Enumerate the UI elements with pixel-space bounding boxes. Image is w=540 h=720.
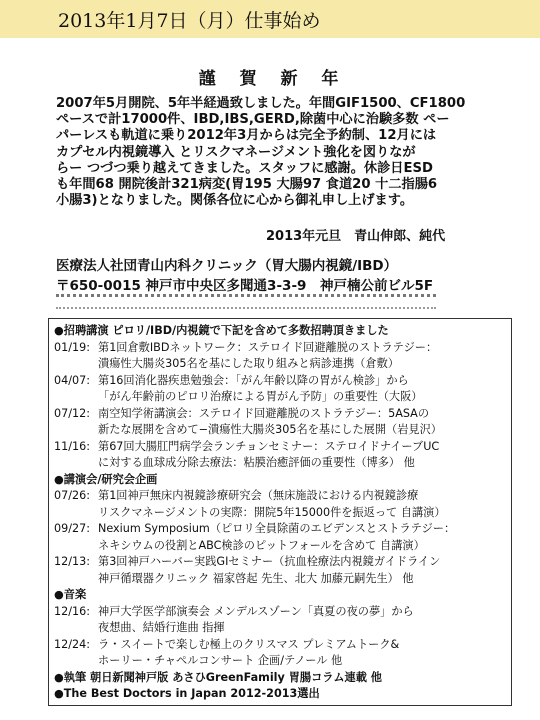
activity-item [54, 422, 508, 439]
item-text-continued: 新たな展開を含めて−潰瘍性大腸炎305名を基にした展開（岩見沢） [98, 423, 442, 436]
message-line: 2007年5月開院、5年半経過致しました。年間GIF1500、CF1800 [56, 96, 466, 111]
section-heading [54, 587, 508, 604]
message-line: カプセル内視鏡導入 とリスクマネージメント強化を図りなが [56, 144, 416, 160]
item-date: 12/24: [54, 637, 91, 651]
message-line: 小腸3)となりました。関係各位に心から御礼申し上げます。 [56, 193, 414, 209]
activity-item [54, 340, 508, 357]
item-text: 第1回倉敷IBDネットワーク：ステロイド回避離脱のストラテジー： [98, 340, 438, 354]
item-text: 第67回大腸肛門病学会ランチョンセミナー：ステロイドナイーブUC [98, 439, 440, 453]
item-text: 南空知学術講演会：ステロイド回避離脱のストラテジー：5ASAの [98, 406, 430, 420]
message-line: も年間68 開院後計321病変(胃195 大腸97 食道20 十二指腸6 [56, 177, 438, 193]
activity-item [54, 538, 508, 555]
heading-text: ●招聘講演 ピロリ/IBD/内視鏡で下記を含めて多数招聘頂きました [54, 324, 389, 337]
clinic-address: 〒650-0015 神戸市中央区多聞通3-3-9 神戸楠公前ビル5F [56, 278, 434, 294]
activity-list [54, 323, 508, 703]
message-line: らー つづつ乗り越えてきました。スタッフに感謝。休診日ESD [56, 160, 433, 176]
item-text: 神戸大学医学部演奏会 メンデルスゾーン「真夏の夜の夢」から [98, 604, 414, 618]
item-text: 第16回消化器疾患勉強会：「がん年齢以降の胃がん検診」から [98, 373, 409, 387]
message-line: パーレスも軌道に乗り2012年3月からは完全予約制、12月には [56, 128, 437, 144]
activity-item [54, 620, 508, 637]
item-text: 第3回神戸ハーバー実践GIセミナー（抗血栓療法内視鏡ガイドライン [98, 555, 441, 568]
section-heading [54, 472, 508, 489]
activity-item [54, 455, 508, 472]
page-header [0, 0, 540, 38]
activity-item [54, 373, 508, 390]
activity-item [54, 521, 508, 538]
item-text-continued: ネキシウムの役割とABC検診のピットフォールを含めて 自講演） [98, 538, 425, 552]
activity-item [54, 637, 508, 654]
heading-text: ●講演会/研究会企画 [54, 472, 158, 486]
item-text-continued: に対する血球成分除去療法：粘膜治癒評価の重要性（博多） 他 [98, 456, 415, 469]
activity-item [54, 488, 508, 505]
item-text: 第1回神戸無床内視鏡診療研究会（無床施設における内視鏡診療 [98, 489, 419, 502]
activity-item [54, 653, 508, 670]
item-text-continued: 「がん年齢前のピロリ治療による胃がん予防」の重要性（大阪） [98, 390, 423, 403]
activity-item [54, 604, 508, 621]
item-date: 12/16: [54, 604, 91, 618]
section-heading [54, 323, 508, 340]
item-text-continued: 潰瘍性大腸炎305名を基にした取り組みと病診連携（倉敷） [98, 357, 400, 370]
heading-text: ●執筆 朝日新聞神戸版 あさひGreenFamily 胃腸コラム連載 他 [54, 670, 382, 684]
item-date: 12/13: [54, 555, 91, 568]
greeting-message [56, 96, 508, 209]
item-date: 04/07: [54, 373, 91, 387]
new-year-greeting-card [38, 44, 508, 292]
heading-text: ●The Best Doctors in Japan 2012-2013選出 [54, 687, 320, 700]
item-text: Nexium Symposium（ピロリ全員除菌のエビデンスとストラテジー： [98, 522, 456, 535]
activity-box [48, 318, 512, 706]
activity-item [54, 439, 508, 456]
signature: 2013年元旦 青山伸郎、純代 [266, 229, 446, 244]
page-title: 2013年1月7日（月）仕事始め [58, 10, 321, 32]
item-date: 09/27: [54, 522, 91, 535]
activity-item [54, 505, 508, 522]
item-date: 07/12: [54, 406, 91, 420]
section-heading [54, 670, 508, 687]
activity-item [54, 406, 508, 423]
divider [56, 294, 436, 309]
item-text: ラ・スイートで楽しむ極上のクリスマス プレミアムトーク& [98, 637, 400, 651]
clinic-name: 医療法人社団青山内科クリニック（胃大腸内視鏡/IBD） [56, 258, 398, 274]
item-text-continued: ホーリー・チャペルコンサート 企画/テノール 他 [98, 654, 343, 667]
item-date: 07/26: [54, 489, 91, 502]
greeting-title: 謹 賀 新 年 [198, 69, 348, 89]
heading-text: ●音楽 [54, 588, 87, 601]
activity-item [54, 554, 508, 571]
item-date: 01/19: [54, 340, 91, 354]
section-heading [54, 686, 508, 703]
item-text-continued: リスクマネージメントの実際：開院5年15000件を振返って 自講演） [98, 505, 446, 519]
activity-item [54, 389, 508, 406]
item-text-continued: 夜想曲、結婚行進曲 指揮 [98, 621, 225, 634]
message-line: ペースで計17000件、IBD,IBS,GERD,除菌中心に治験多数 ペー [56, 112, 450, 128]
item-text-continued: 神戸循環器クリニック 福家啓起 先生、北大 加藤元嗣先生） 他 [98, 571, 414, 585]
item-date: 11/16: [54, 439, 91, 453]
activity-item [54, 356, 508, 373]
activity-item [54, 571, 508, 588]
